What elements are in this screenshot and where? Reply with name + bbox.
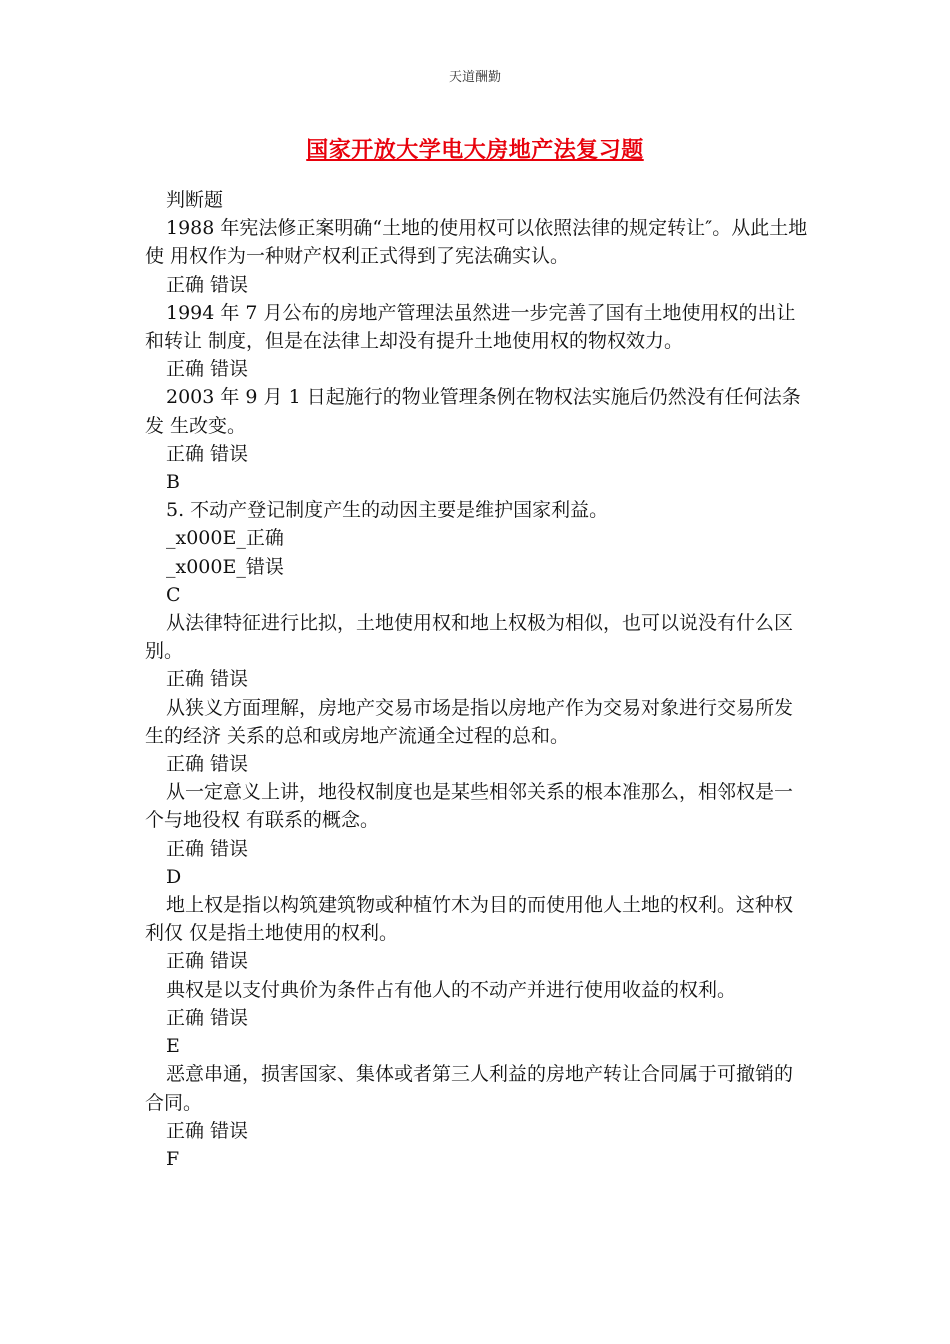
page-header: 天道酬勤: [448, 70, 501, 85]
question-2: 1994 年 7 月公布的房地产管理法虽然进一步完善了国有土地使用权的出让和转让 制度，但是在法律上却没有提升土地使用权的物权效力。: [145, 301, 796, 353]
question-1: 1988 年宪法修正案明确“土地的使用权可以依照法律的规定转让″。从此土地使 用权作为一种财产权利正式得到了宪法确实认。: [145, 217, 808, 268]
question-5: 5. 不动产登记制度产生的动因主要是维护国家利益。: [166, 499, 609, 522]
answer-options-3: 正确 错误: [166, 442, 249, 465]
answer-option-correct: _x000E_正确: [166, 527, 284, 550]
question-c1: 从法律特征进行比拟，土地使用权和地上权极为相似，也可以说没有什么区别。: [145, 612, 794, 663]
section-heading: 判断题: [166, 189, 224, 211]
group-letter-e: E: [166, 1035, 180, 1058]
answer-options-d2: 正确 错误: [166, 1006, 249, 1029]
group-letter-b: B: [166, 471, 180, 494]
answer-options-2: 正确 错误: [166, 358, 249, 381]
group-letter-f: F: [166, 1147, 180, 1170]
question-c2: 从狭义方面理解，房地产交易市场是指以房地产作为交易对象进行交易所发生的经济 关系的总和或房地产流通全过程的总和。: [145, 696, 794, 747]
answer-options-e1: 正确 错误: [166, 1119, 249, 1142]
question-d2: 典权是以支付典价为条件占有他人的不动产并进行使用收益的权利。: [166, 978, 737, 1001]
question-e1: 恶意串通，损害国家、集体或者第三人利益的房地产转让合同属于可撤销的合同。: [145, 1063, 794, 1114]
group-letter-d: D: [166, 865, 182, 888]
answer-options-d1: 正确 错误: [166, 950, 249, 973]
question-3: 2003 年 9 月 1 日起施行的物业管理条例在物权法实施后仍然没有任何法条发 生改变。: [145, 386, 801, 437]
answer-options-c2: 正确 错误: [166, 753, 249, 776]
document-body: [145, 186, 810, 1173]
answer-options-c3: 正确 错误: [166, 837, 249, 860]
group-letter-c: C: [166, 583, 181, 606]
document-title: 国家开放大学电大房地产法复习题: [306, 137, 644, 163]
answer-options-c1: 正确 错误: [166, 668, 249, 691]
answer-options-1: 正确 错误: [166, 273, 249, 296]
answer-option-wrong: _x000E_错误: [166, 555, 284, 578]
question-d1: 地上权是指以构筑建筑物或种植竹木为目的而使用他人土地的权利。这种权利仅 仅是指土地使用的权利。: [145, 894, 794, 945]
question-c3: 从一定意义上讲，地役权制度也是某些相邻关系的根本准那么，相邻权是一个与地役权 有联系的概念。: [145, 781, 794, 832]
